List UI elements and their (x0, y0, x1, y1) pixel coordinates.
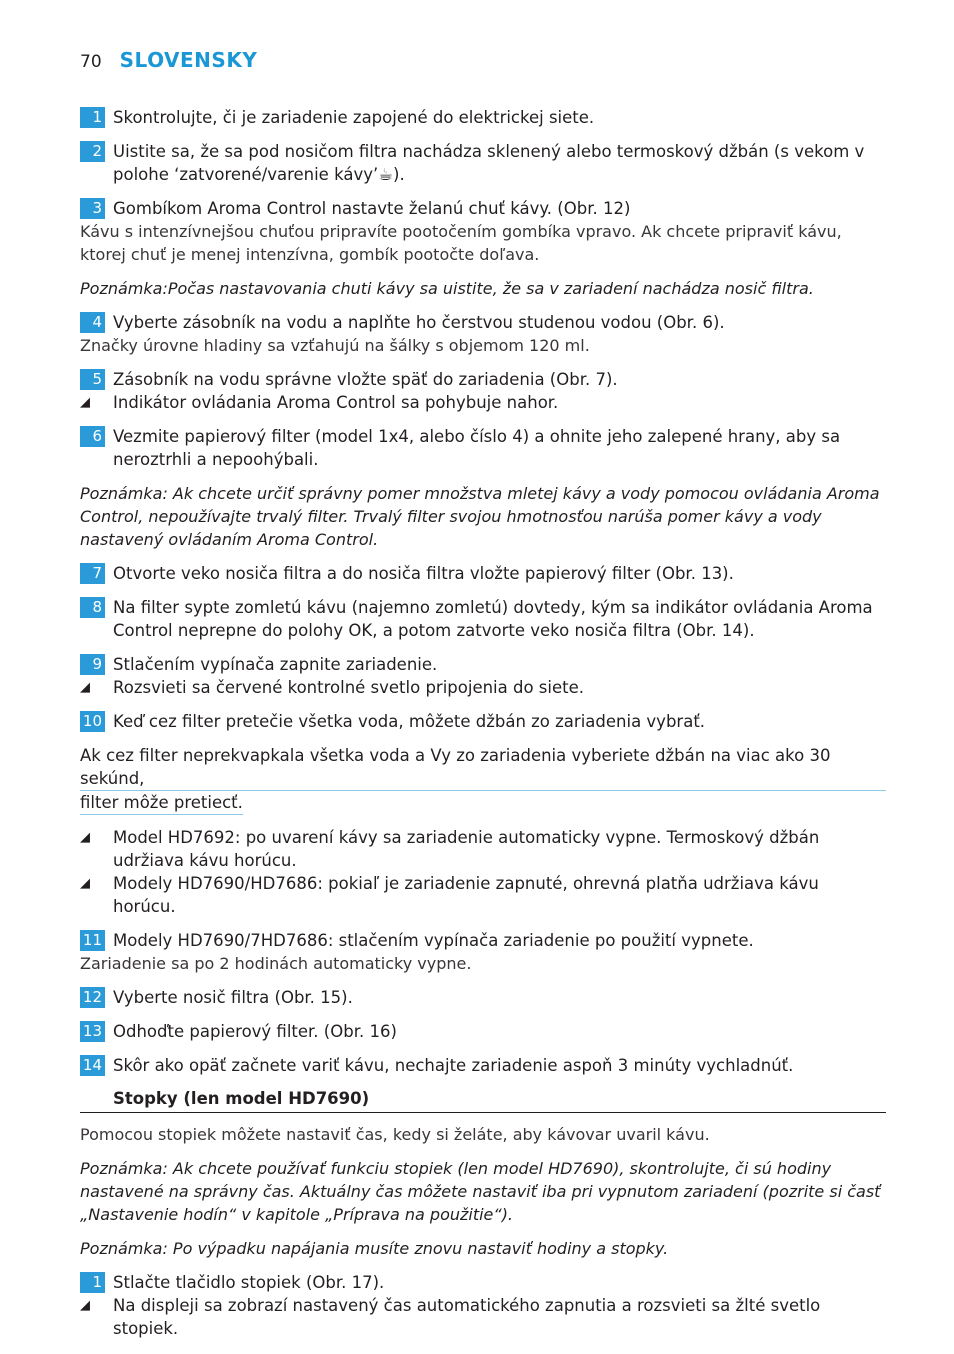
bullet-text: Na displeji sa zobrazí nastavený čas automatického zapnutia a rozsvieti sa žlté svetlo stopiek. (113, 1296, 821, 1338)
step-number: 2 (80, 141, 105, 162)
bullet-icon: ◢ (80, 395, 90, 410)
step-number: 10 (80, 711, 105, 732)
step-text: Odhoďte papierový filter. (Obr. 16) (113, 1022, 397, 1041)
step-number: 1 (80, 107, 105, 128)
step-text: Stlačením vypínača zapnite zariadenie. (113, 655, 438, 674)
step-9 (80, 653, 886, 676)
step-text: Gombíkom Aroma Control nastavte želanú chuť kávy. (Obr. 12) (113, 199, 631, 218)
step-14 (80, 1054, 886, 1077)
step-number: 5 (80, 369, 105, 390)
step-number: 12 (80, 987, 105, 1008)
step-number: 7 (80, 563, 105, 584)
page-header (80, 48, 257, 72)
step-text: Na filter sypte zomletú kávu (najemno zomletú) dovtedy, kým sa indikátor ovládania Aroma Control neprepne do polohy OK, a potom zatvorte veko nosiča filtra (Obr. 14). (113, 598, 873, 640)
step-10 (80, 710, 886, 733)
bullet-icon: ◢ (80, 876, 90, 891)
step-number: 3 (80, 198, 105, 219)
model-bullet-2 (80, 872, 886, 918)
step-4-detail: Značky úrovne hladiny sa vzťahujú na šálky s objemom 120 ml. (80, 336, 590, 355)
model-bullet-1 (80, 826, 886, 872)
section-language-title: SLOVENSKY (119, 48, 258, 72)
step-text: Vezmite papierový filter (model 1x4, alebo číslo 4) a ohnite jeho zalepené hrany, aby sa neroztrhli a nepoohýbali. (113, 427, 841, 469)
step-1 (80, 106, 886, 129)
step-9-result (80, 676, 886, 699)
step-text: Stlačte tlačidlo stopiek (Obr. 17). (113, 1273, 385, 1292)
step-number: 8 (80, 597, 105, 618)
step-number: 9 (80, 654, 105, 675)
note-power: Poznámka: Po výpadku napájania musíte znovu nastaviť hodiny a stopky. (80, 1239, 669, 1258)
manual-content (80, 106, 886, 1340)
bullet-text: Indikátor ovládania Aroma Control sa pohybuje nahor. (113, 393, 559, 412)
note-filter: Poznámka: Ak chcete určiť správny pomer množstva mletej kávy a vody pomocou ovládania Aroma Control, nepoužívajte trvalý filter. Trvalý filter svojou hmotnosťou narúša pomer kávy a vody nastavený ovládaním Aroma Control. (80, 484, 880, 549)
note-aroma: Poznámka:Počas nastavovania chuti kávy sa uistite, že sa v zariadení nachádza nosič filtra. (80, 279, 814, 298)
step-4 (80, 311, 886, 334)
step-text: Vyberte zásobník na vodu a naplňte ho čerstvou studenou vodou (Obr. 6). (113, 313, 725, 332)
step-text: Otvorte veko nosiča filtra a do nosiča filtra vložte papierový filter (Obr. 13). (113, 564, 734, 583)
step-11-detail: Zariadenie sa po 2 hodinách automaticky vypne. (80, 954, 472, 973)
warning-block (80, 744, 886, 815)
timer-step-1-result (80, 1294, 886, 1340)
step-number: 13 (80, 1021, 105, 1042)
bullet-text: Modely HD7690/HD7686: pokiaľ je zariadenie zapnuté, ohrevná platňa udržiava kávu horúcu. (113, 874, 819, 916)
step-text: Skontrolujte, či je zariadenie zapojené do elektrickej siete. (113, 108, 595, 127)
bullet-icon: ◢ (80, 680, 90, 695)
note-timer: Poznámka: Ak chcete používať funkciu stopiek (len model HD7690), skontrolujte, či sú hodiny nastavené na správny čas. Aktuálny čas môžete nastaviť iba pri vypnutom zariadení (pozrite si časť „Nastavenie hodín“ v kapitole „Príprava na použitie“). (80, 1159, 881, 1224)
step-13 (80, 1020, 886, 1043)
step-7 (80, 562, 886, 585)
step-number: 1 (80, 1272, 105, 1293)
section-intro: Pomocou stopiek môžete nastaviť čas, kedy si želáte, aby kávovar uvaril kávu. (80, 1125, 710, 1144)
step-number: 6 (80, 426, 105, 447)
step-5-result (80, 391, 886, 414)
section-divider (80, 1112, 886, 1113)
step-text: Vyberte nosič filtra (Obr. 15). (113, 988, 353, 1007)
step-number: 4 (80, 312, 105, 333)
step-text: Zásobník na vodu správne vložte späť do zariadenia (Obr. 7). (113, 370, 618, 389)
timer-step-1 (80, 1271, 886, 1294)
step-3-detail: Kávu s intenzívnejšou chuťou pripravíte pootočením gombíka vpravo. Ak chcete pripraviť kávu, ktorej chuť je menej intenzívna, gombík pootočte doľava. (80, 222, 842, 264)
page-number: 70 (80, 52, 102, 72)
step-number: 11 (80, 930, 105, 951)
step-text: Modely HD7690/7HD7686: stlačením vypínača zariadenie po použití vypnete. (113, 931, 754, 950)
bullet-text: Model HD7692: po uvarení kávy sa zariadenie automaticky vypne. Termoskový džbán udržiava kávu horúcu. (113, 828, 820, 870)
section-title: Stopky (len model HD7690) (113, 1089, 370, 1108)
step-12 (80, 986, 886, 1009)
step-text: Skôr ako opäť začnete variť kávu, nechajte zariadenie aspoň 3 minúty vychladnúť. (113, 1056, 794, 1075)
step-11 (80, 929, 886, 952)
step-6 (80, 425, 886, 471)
step-text: Keď cez filter pretečie všetka voda, môžete džbán zo zariadenia vybrať. (113, 712, 706, 731)
warning-line-2: filter môže pretiecť. (80, 791, 243, 815)
step-text: Uistite sa, že sa pod nosičom filtra nachádza sklenený alebo termoskový džbán (s vekom v polohe ‘zatvorené/varenie kávy’☕). (113, 142, 865, 184)
bullet-text: Rozsvieti sa červené kontrolné svetlo pripojenia do siete. (113, 678, 585, 697)
step-8 (80, 596, 886, 642)
step-3 (80, 197, 886, 220)
step-5 (80, 368, 886, 391)
bullet-icon: ◢ (80, 1298, 90, 1313)
step-number: 14 (80, 1055, 105, 1076)
warning-line-1: Ak cez filter neprekvapkala všetka voda a Vy zo zariadenia vyberiete džbán na viac ako 30 sekúnd, (80, 744, 886, 791)
bullet-icon: ◢ (80, 830, 90, 845)
step-2 (80, 140, 886, 186)
